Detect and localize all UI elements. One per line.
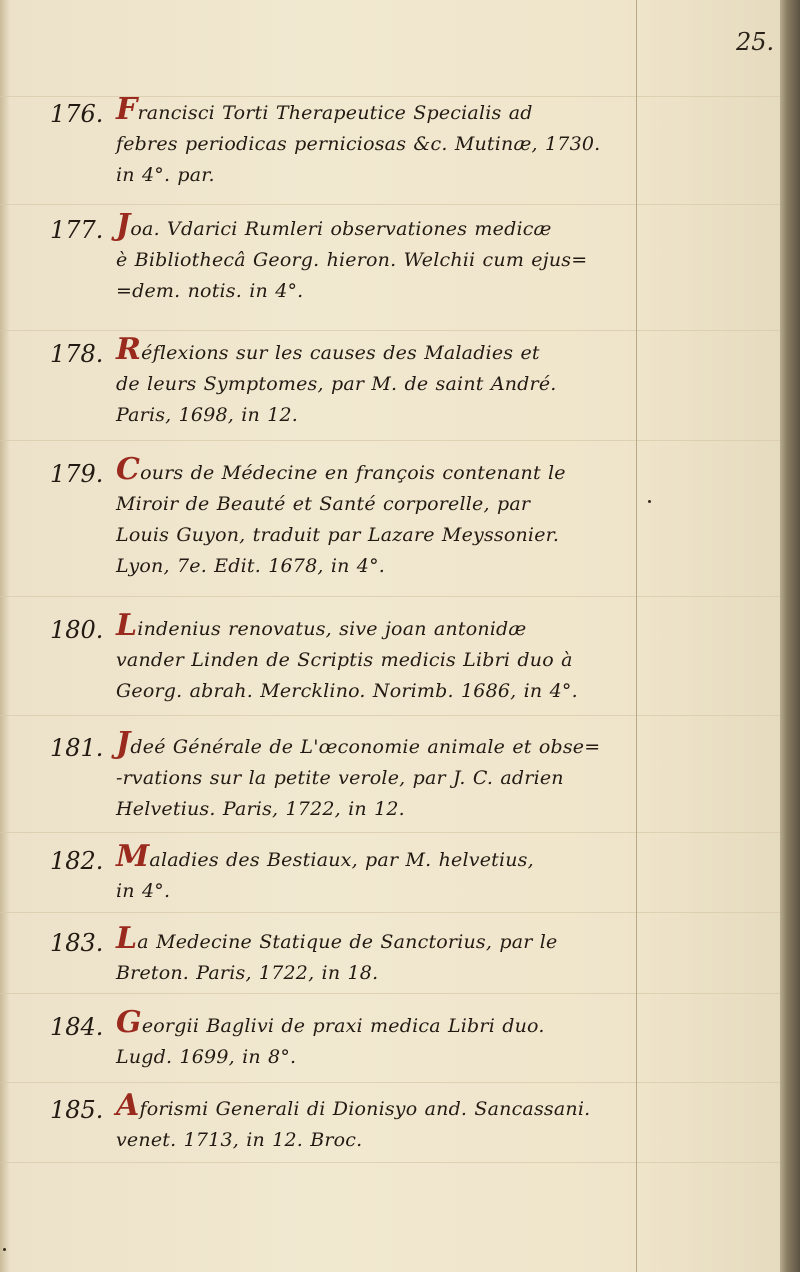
entry-line: Maladies des Bestiaux, par M. helvetius, xyxy=(116,839,534,874)
entry-line: Paris, 1698, in 12. xyxy=(116,404,299,426)
entry-line: Réflexions sur les causes des Maladies et xyxy=(116,332,540,367)
entry-line: Francisci Torti Therapeutice Specialis ad xyxy=(116,92,533,127)
page-number: 25. xyxy=(736,28,775,56)
entry-line: Breton. Paris, 1722, in 18. xyxy=(116,962,379,984)
entry-line: in 4°. xyxy=(116,880,171,902)
entry-text xyxy=(116,208,630,307)
rubric-initial: R xyxy=(116,332,142,367)
entry-number: 177. xyxy=(50,216,104,244)
rubric-initial: A xyxy=(116,1088,140,1123)
entry-number: 180. xyxy=(50,616,104,644)
rubric-initial: F xyxy=(116,92,138,127)
entry-line: febres periodicas perniciosas &c. Mutinæ, 1730. xyxy=(116,133,601,155)
entry-line: venet. 1713, in 12. Broc. xyxy=(116,1129,363,1151)
entry-line: Jdeé Générale de L'œconomie animale et obse= xyxy=(116,726,601,761)
ruled-line xyxy=(0,330,780,331)
margin-line xyxy=(636,0,637,1272)
ruled-line xyxy=(0,596,780,597)
entry-text xyxy=(116,726,630,825)
entry-line: =dem. notis. in 4°. xyxy=(116,280,304,302)
entry-line: de leurs Symptomes, par M. de saint André. xyxy=(116,373,557,395)
entry-line: Joa. Vdarici Rumleri observationes medicæ xyxy=(116,208,552,243)
entry-line: Miroir de Beauté et Santé corporelle, par xyxy=(116,493,531,515)
entry-line: Lugd. 1699, in 8°. xyxy=(116,1046,297,1068)
entry-text xyxy=(116,608,630,707)
entry-line: Louis Guyon, traduit par Lazare Meyssonier. xyxy=(116,524,560,546)
entry-text xyxy=(116,839,630,907)
ink-dot-mark xyxy=(648,500,651,503)
entry-text xyxy=(116,1088,630,1156)
page-edge xyxy=(780,0,800,1272)
entry-line: vander Linden de Scriptis medicis Libri duo à xyxy=(116,649,573,671)
rubric-initial: L xyxy=(116,921,138,956)
ruled-line xyxy=(0,204,780,205)
ruled-line xyxy=(0,1162,780,1163)
entry-text xyxy=(116,921,630,989)
entry-text xyxy=(116,92,630,191)
ruled-line xyxy=(0,993,780,994)
ruled-line xyxy=(0,912,780,913)
entry-number: 184. xyxy=(50,1013,104,1041)
entry-line: Helvetius. Paris, 1722, in 12. xyxy=(116,798,405,820)
entry-text xyxy=(116,332,630,431)
entry-number: 182. xyxy=(50,847,104,875)
ruled-line xyxy=(0,440,780,441)
rubric-initial: C xyxy=(116,452,141,487)
entry-number: 178. xyxy=(50,340,104,368)
ink-dot-mark xyxy=(3,1248,6,1251)
rubric-initial: M xyxy=(116,839,150,874)
rubric-initial: G xyxy=(116,1005,142,1040)
entry-line: Lindenius renovatus, sive joan antonidæ xyxy=(116,608,527,643)
entry-text xyxy=(116,1005,630,1073)
rubric-initial: L xyxy=(116,608,138,643)
entry-text xyxy=(116,452,630,582)
entry-number: 181. xyxy=(50,734,104,762)
entry-line: Cours de Médecine en françois contenant le xyxy=(116,452,566,487)
entry-number: 185. xyxy=(50,1096,104,1124)
entry-line: -rvations sur la petite verole, par J. C. adrien xyxy=(116,767,564,789)
ruled-line xyxy=(0,832,780,833)
entry-line: è Bibliothecâ Georg. hieron. Welchii cum ejus= xyxy=(116,249,588,271)
entry-number: 179. xyxy=(50,460,104,488)
rubric-initial: J xyxy=(116,726,131,761)
rubric-initial: J xyxy=(116,208,131,243)
ruled-line xyxy=(0,715,780,716)
entry-line: in 4°. par. xyxy=(116,164,215,186)
entry-line: Georgii Baglivi de praxi medica Libri duo. xyxy=(116,1005,545,1040)
ruled-line xyxy=(0,1082,780,1083)
entry-line: Georg. abrah. Mercklino. Norimb. 1686, in 4°. xyxy=(116,680,578,702)
entry-line: Aforismi Generali di Dionisyo and. Sancassani. xyxy=(116,1088,591,1123)
entry-line: La Medecine Statique de Sanctorius, par le xyxy=(116,921,558,956)
entry-number: 183. xyxy=(50,929,104,957)
entry-line: Lyon, 7e. Edit. 1678, in 4°. xyxy=(116,555,386,577)
entry-number: 176. xyxy=(50,100,104,128)
